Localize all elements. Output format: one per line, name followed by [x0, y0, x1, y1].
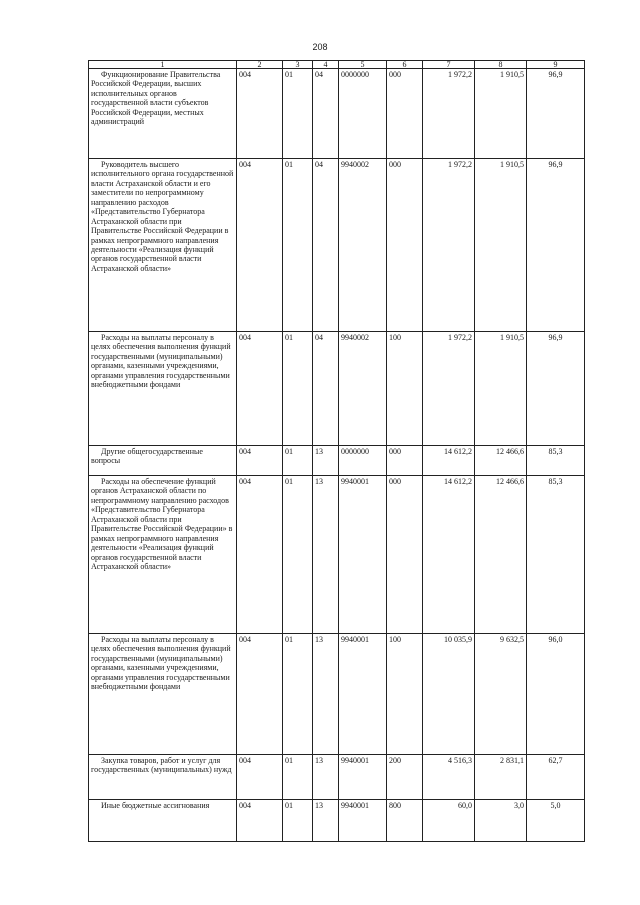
cell-subsection: 13: [313, 476, 339, 634]
cell-ministry: 004: [237, 476, 283, 634]
row-name: Закупка товаров, работ и услуг для государственных (муниципальных) нужд: [89, 755, 237, 800]
column-header: 9: [527, 61, 585, 69]
cell-section: 01: [283, 755, 313, 800]
cell-ministry: 004: [237, 446, 283, 476]
table-row: [89, 634, 585, 755]
cell-subsection: 04: [313, 332, 339, 446]
cell-target-item: 9940001: [339, 634, 387, 755]
cell-percent: 96,9: [527, 159, 585, 332]
cell-actual: 3,0: [475, 800, 527, 842]
page-number: 208: [312, 42, 328, 52]
cell-section: 01: [283, 446, 313, 476]
cell-section: 01: [283, 476, 313, 634]
cell-plan: 14 612,2: [423, 476, 475, 634]
cell-subsection: 13: [313, 446, 339, 476]
table-row: [89, 159, 585, 332]
cell-actual: 12 466,6: [475, 476, 527, 634]
cell-expense-type: 100: [387, 332, 423, 446]
cell-section: 01: [283, 69, 313, 159]
row-name: Расходы на обеспечение функций органов Астраханской области по непрограммному направлению расходов «Представительство Губернатора Астраханской области при Правительстве Российской Федерации» в рамках непрограммного направления деятельности «Реализация функций органов государственной власти Астраханской области»: [89, 476, 237, 634]
cell-percent: 85,3: [527, 446, 585, 476]
table-row: [89, 755, 585, 800]
table-header-row: [89, 61, 585, 69]
cell-actual: 2 831,1: [475, 755, 527, 800]
cell-percent: 85,3: [527, 476, 585, 634]
cell-target-item: 9940001: [339, 755, 387, 800]
cell-ministry: 004: [237, 69, 283, 159]
cell-plan: 1 972,2: [423, 332, 475, 446]
table-row: [89, 800, 585, 842]
row-name: Расходы на выплаты персоналу в целях обеспечения выполнения функций государственными (муниципальными) органами, казенными учреждениями, органами управления государственными внебюджетными фондами: [89, 634, 237, 755]
row-name: Руководитель высшего исполнительного органа государственной власти Астраханской области и его заместители по непрограммному направлению расходов «Представительство Губернатора Астраханской области при Правительстве Российской Федерации в рамках непрограммного направления деятельности «Реализация функций органов государственной власти Астраханской области»: [89, 159, 237, 332]
cell-percent: 62,7: [527, 755, 585, 800]
cell-ministry: 004: [237, 159, 283, 332]
column-header: 4: [313, 61, 339, 69]
cell-expense-type: 000: [387, 69, 423, 159]
cell-plan: 4 516,3: [423, 755, 475, 800]
cell-target-item: 9940002: [339, 159, 387, 332]
table-row: [89, 446, 585, 476]
column-header: 8: [475, 61, 527, 69]
cell-target-item: 9940001: [339, 800, 387, 842]
column-header: 7: [423, 61, 475, 69]
cell-expense-type: 000: [387, 476, 423, 634]
table-row: [89, 332, 585, 446]
cell-actual: 1 910,5: [475, 69, 527, 159]
column-header: 6: [387, 61, 423, 69]
cell-expense-type: 000: [387, 159, 423, 332]
table-row: [89, 69, 585, 159]
cell-section: 01: [283, 159, 313, 332]
cell-subsection: 13: [313, 755, 339, 800]
cell-plan: 1 972,2: [423, 69, 475, 159]
column-header: 5: [339, 61, 387, 69]
cell-target-item: 0000000: [339, 69, 387, 159]
row-name: Иные бюджетные ассигнования: [89, 800, 237, 842]
row-name: Другие общегосударственные вопросы: [89, 446, 237, 476]
cell-actual: 1 910,5: [475, 159, 527, 332]
cell-target-item: 9940002: [339, 332, 387, 446]
table-row: [89, 476, 585, 634]
cell-actual: 12 466,6: [475, 446, 527, 476]
row-name: Расходы на выплаты персоналу в целях обеспечения выполнения функций государственными (муниципальными) органами, казенными учреждениями, органами управления государственными внебюджетными фондами: [89, 332, 237, 446]
cell-section: 01: [283, 634, 313, 755]
cell-ministry: 004: [237, 634, 283, 755]
column-header: 1: [89, 61, 237, 69]
cell-target-item: 9940001: [339, 476, 387, 634]
cell-plan: 60,0: [423, 800, 475, 842]
row-name: Функционирование Правительства Российской Федерации, высших исполнительных органов государственной власти субъектов Российской Федерации, местных администраций: [89, 69, 237, 159]
cell-subsection: 04: [313, 69, 339, 159]
cell-subsection: 13: [313, 634, 339, 755]
column-header: 3: [283, 61, 313, 69]
cell-expense-type: 100: [387, 634, 423, 755]
cell-target-item: 0000000: [339, 446, 387, 476]
cell-actual: 1 910,5: [475, 332, 527, 446]
cell-percent: 5,0: [527, 800, 585, 842]
cell-percent: 96,9: [527, 69, 585, 159]
cell-expense-type: 800: [387, 800, 423, 842]
cell-ministry: 004: [237, 800, 283, 842]
cell-percent: 96,0: [527, 634, 585, 755]
cell-actual: 9 632,5: [475, 634, 527, 755]
cell-ministry: 004: [237, 755, 283, 800]
cell-expense-type: 200: [387, 755, 423, 800]
cell-plan: 10 035,9: [423, 634, 475, 755]
cell-expense-type: 000: [387, 446, 423, 476]
cell-plan: 1 972,2: [423, 159, 475, 332]
cell-ministry: 004: [237, 332, 283, 446]
column-header: 2: [237, 61, 283, 69]
cell-subsection: 04: [313, 159, 339, 332]
cell-percent: 96,9: [527, 332, 585, 446]
cell-section: 01: [283, 332, 313, 446]
cell-section: 01: [283, 800, 313, 842]
cell-subsection: 13: [313, 800, 339, 842]
cell-plan: 14 612,2: [423, 446, 475, 476]
budget-table: [88, 60, 585, 842]
